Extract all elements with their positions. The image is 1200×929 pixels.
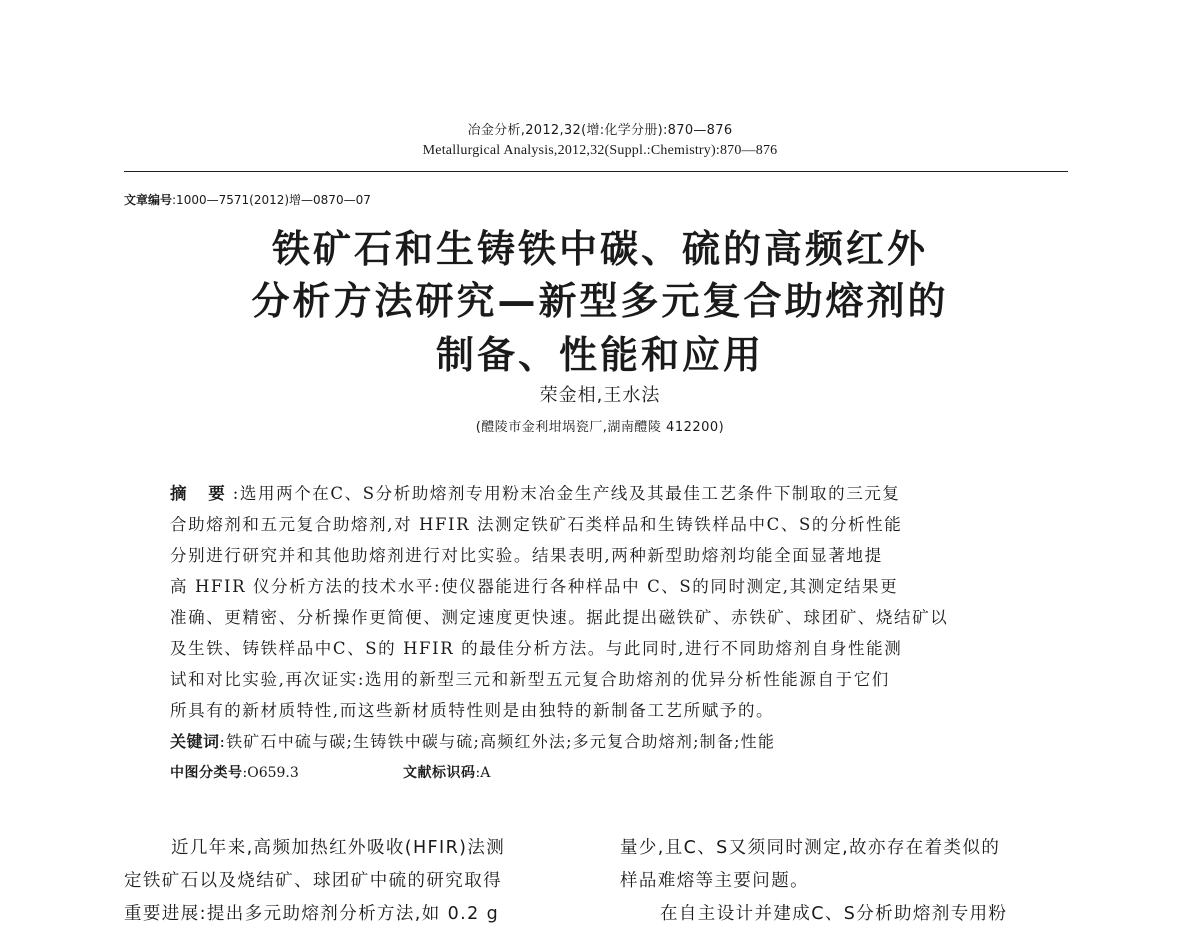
body-left-line-1: 近几年来,高频加热红外吸收(HFIR)法测 <box>171 838 506 858</box>
abstract-line-2: 合助熔剂和五元复合助熔剂,对 HFIR 法测定铁矿石类样品和生铸铁样品中C、S的分析性能 <box>170 515 903 534</box>
abstract-line-5: 准确、更精密、分析操作更简便、测定速度更快速。据此提出磁铁矿、赤铁矿、球团矿、烧结矿以 <box>170 608 949 627</box>
abstract-line-7: 试和对比实验,再次证实:选用的新型三元和新型五元复合助熔剂的优异分析性能源自于它们 <box>170 670 890 689</box>
abstract-line-3: 分别进行研究并和其他助熔剂进行对比实验。结果表明,两种新型助熔剂均能全面显著地提 <box>170 546 883 565</box>
body-right-line-2: 样品难熔等主要问题。 <box>620 871 809 891</box>
article-number <box>124 191 371 208</box>
abstract-line-1 <box>170 480 901 504</box>
body-left-line-3: 重要进展:提出多元助熔剂分析方法,如 0.2 g <box>124 904 500 924</box>
document-code-label: 文献标识码 <box>403 765 476 781</box>
header-divider <box>124 171 1068 172</box>
article-number-value: :1000—7571(2012)增—0870—07 <box>172 193 371 207</box>
title-line-1: 铁矿石和生铸铁中碳、硫的高频红外 <box>271 227 928 271</box>
journal-citation-en: Metallurgical Analysis,2012,32(Suppl.:Chemistry):870—876 <box>422 143 778 158</box>
authors: 荣金相,王水法 <box>539 385 661 406</box>
classification-number <box>170 762 299 782</box>
classification-value: :O659.3 <box>242 765 299 781</box>
abstract-label: 摘 要 <box>170 484 233 503</box>
keywords <box>170 729 775 752</box>
abstract-text: :选用两个在C、S分析助熔剂专用粉末冶金生产线及其最佳工艺条件下制取的三元复 <box>232 484 901 503</box>
title-line-3: 制备、性能和应用 <box>435 333 764 377</box>
article-number-label: 文章编号 <box>124 193 173 207</box>
document-code-value: :A <box>475 765 491 781</box>
keywords-label: 关键词 <box>170 732 220 751</box>
title-line-2: 分析方法研究—新型多元复合助熔剂的 <box>251 279 949 323</box>
keywords-value: :铁矿石中硫与碳;生铸铁中碳与硫;高频红外法;多元复合助熔剂;制备;性能 <box>219 732 776 751</box>
abstract-line-4: 高 HFIR 仪分析方法的技术水平:使仪器能进行各种样品中 C、S的同时测定,其测定结果更 <box>170 577 899 596</box>
body-right-line-1: 量少,且C、S又须同时测定,故亦存在着类似的 <box>620 838 1001 858</box>
body-left-line-2: 定铁矿石以及烧结矿、球团矿中硫的研究取得 <box>124 871 502 891</box>
body-right-line-3: 在自主设计并建成C、S分析助熔剂专用粉 <box>660 904 1008 924</box>
classification-label: 中图分类号 <box>170 765 243 781</box>
abstract-line-6: 及生铁、铸铁样品中C、S的 HFIR 的最佳分析方法。与此同时,进行不同助熔剂自身性能测 <box>170 639 903 658</box>
document-code <box>403 762 490 782</box>
affiliation: (醴陵市金利坩埚瓷厂,湖南醴陵 412200) <box>475 420 725 435</box>
journal-citation-cn: 冶金分析,2012,32(增:化学分册):870—876 <box>467 123 733 138</box>
abstract-line-8: 所具有的新材质特性,而这些新材质特性则是由独特的新制备工艺所赋予的。 <box>170 701 775 720</box>
